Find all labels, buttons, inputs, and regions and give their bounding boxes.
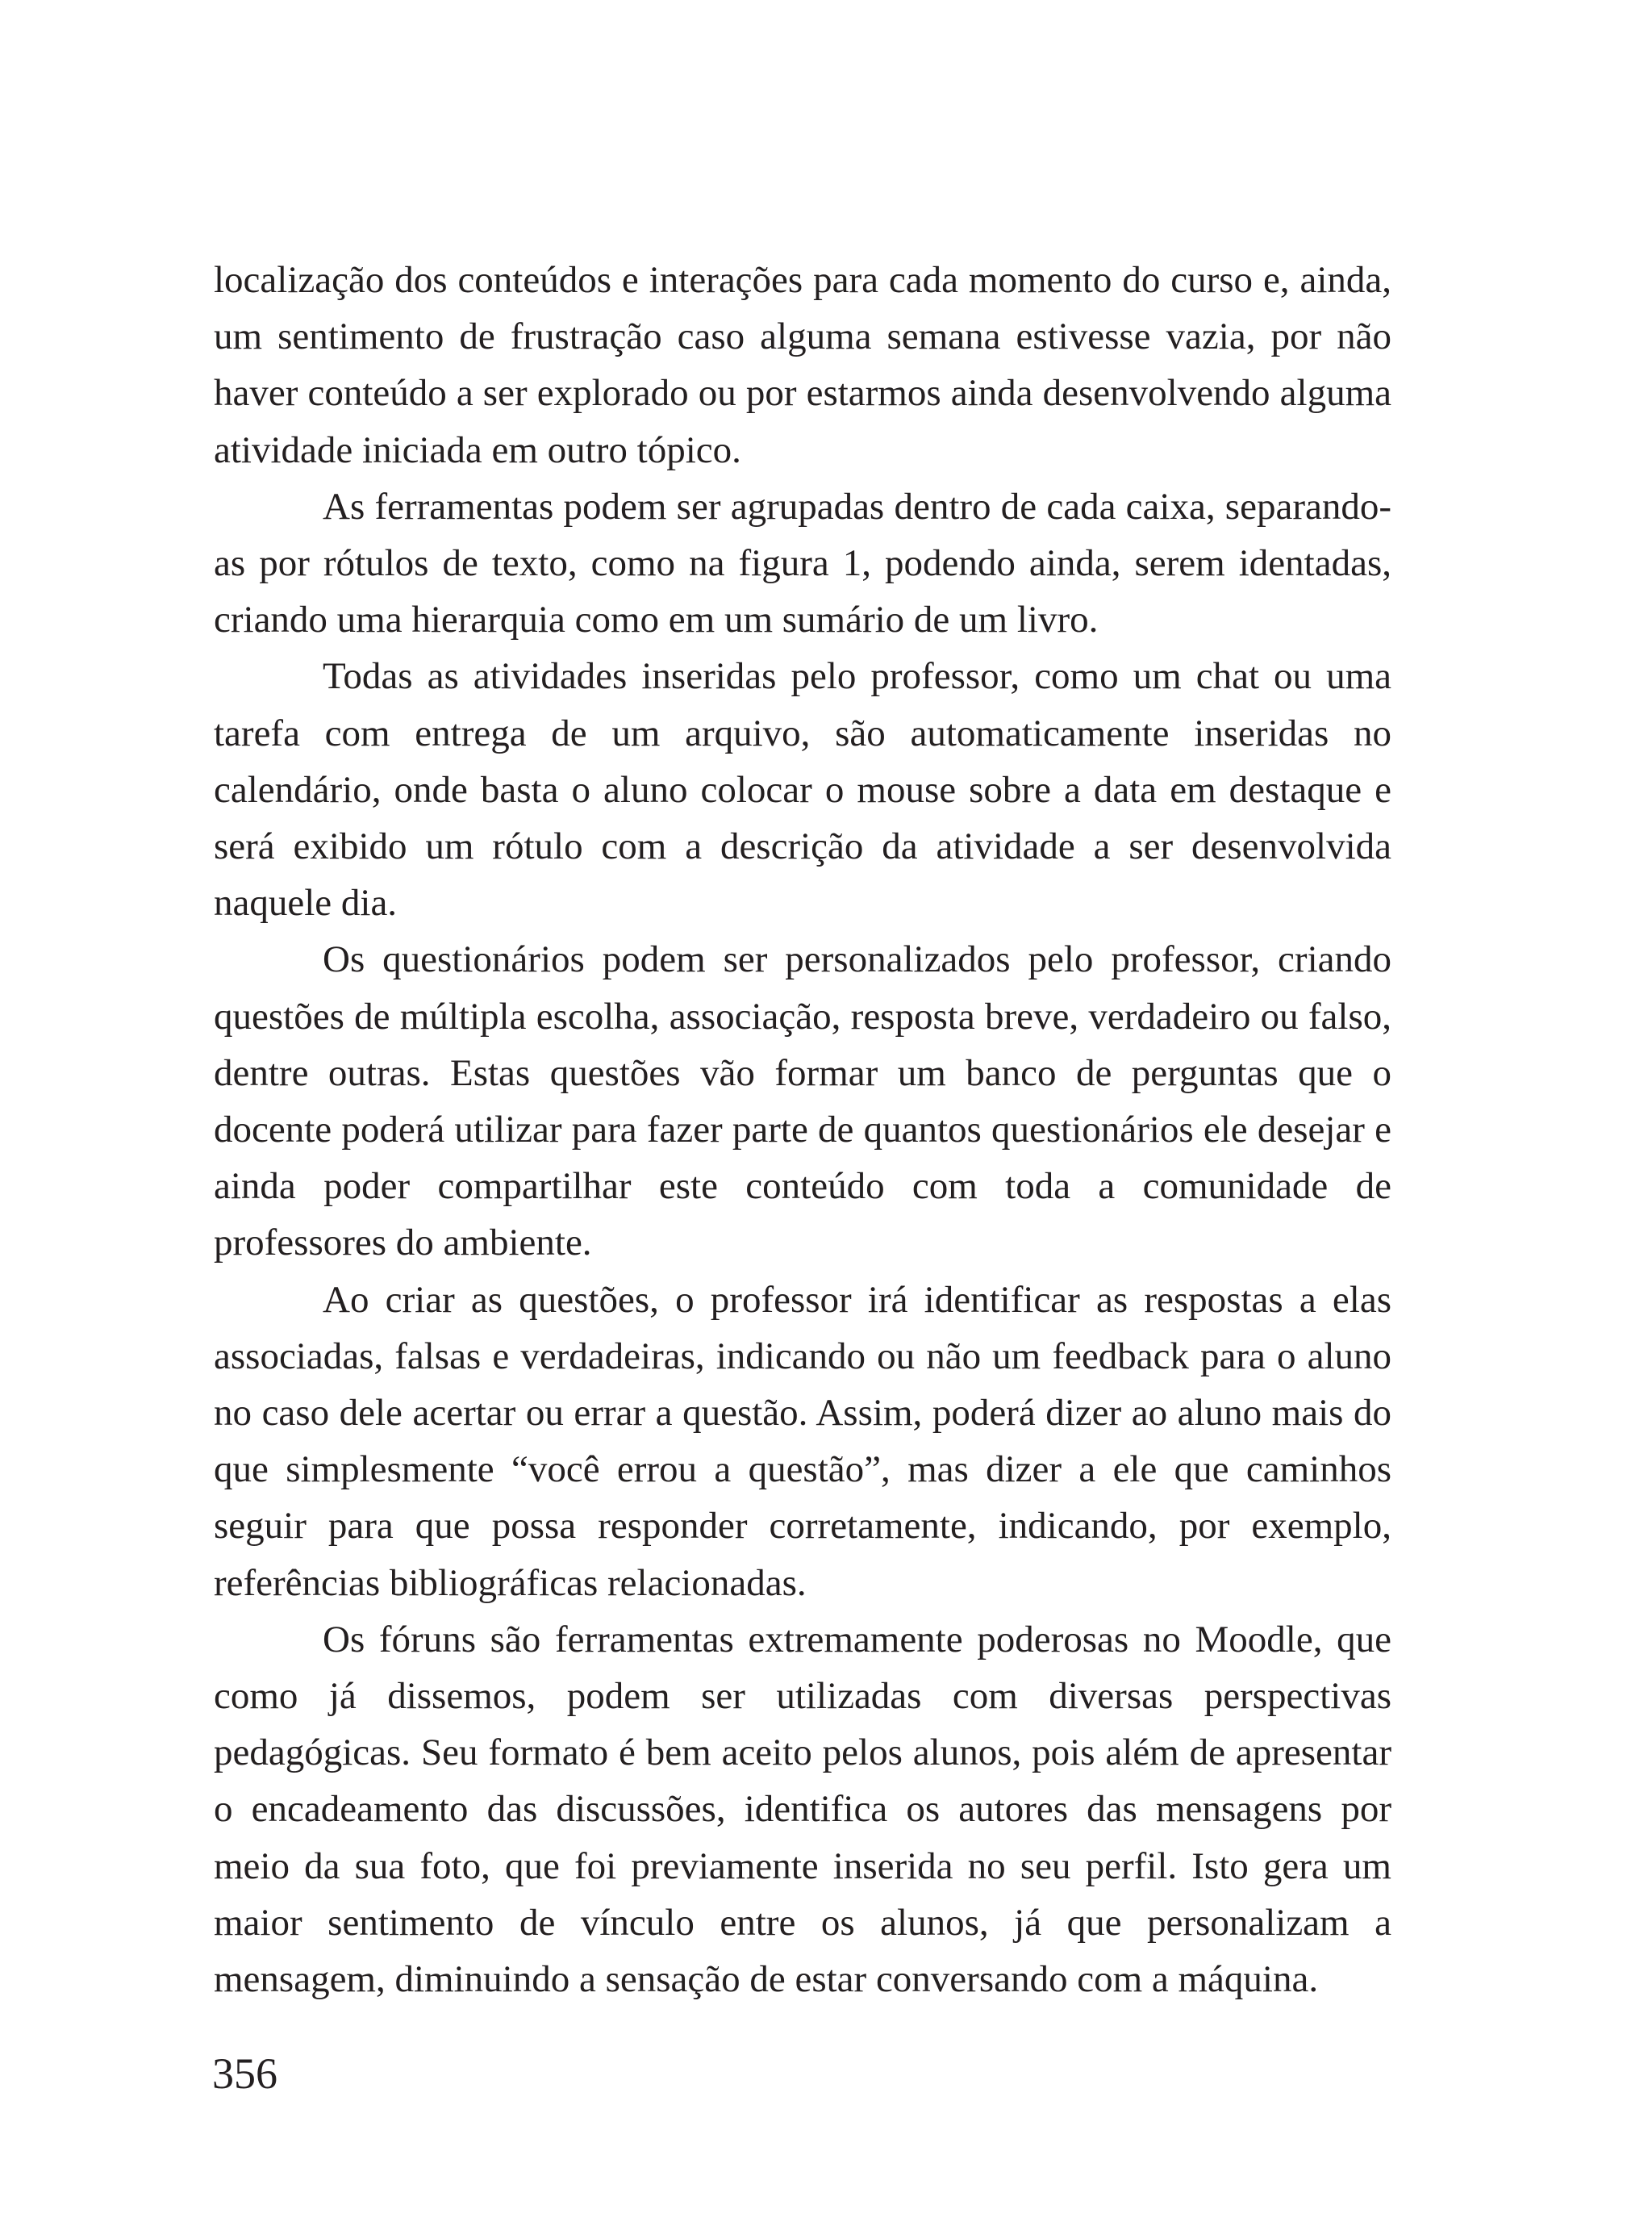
body-text <box>214 252 1391 2007</box>
paragraph-forums: Os fóruns são ferramentas extremamente poderosas no Moodle, que como já dissemos, podem ser utilizadas com diversas perspectivas pedagógicas. Seu formato é bem aceito pelos alunos, pois além de apresentar o encadeamento das discussões, identifica os autores das mensagens por meio da sua foto, que foi previamente inserida no seu perfil. Isto gera um maior sentimento de vínculo entre os alunos, já que personalizam a mensagem, diminuindo a sensação de estar conversando com a máquina. <box>214 1618 1391 2001</box>
paragraph-questionnaires: Os questionários podem ser personalizados pelo professor, criando questões de múltipla escolha, associação, resposta breve, verdadeiro ou falso, dentre outras. Estas questões vão formar um banco de perguntas que o docente poderá utilizar para fazer parte de quantos questionários ele desejar e ainda poder compartilhar este conteúdo com toda a comunidade de professores do ambiente. <box>214 938 1391 1264</box>
paragraph-calendar-activities: Todas as atividades inseridas pelo professor, como um chat ou uma tarefa com entrega de um arquivo, são automaticamente inseridas no calendário, onde basta o aluno colocar o mouse sobre a data em destaque e será exibido um rótulo com a descrição da atividade a ser desenvolvida naquele dia. <box>214 655 1391 925</box>
page-number: 356 <box>212 2049 277 2098</box>
paragraph-continuation: localização dos conteúdos e interações para cada momento do curso e, ainda, um sentimento de frustração caso alguma semana estivesse vazia, por não haver conteúdo a ser explorado ou por estarmos ainda desenvolvendo alguma atividade iniciada em outro tópico. <box>214 259 1391 471</box>
paragraph-tools-grouping: As ferramentas podem ser agrupadas dentro de cada caixa, separando-as por rótulos de texto, como na figura 1, podendo ainda, serem identadas, criando uma hierarquia como em um sumário de um livro. <box>214 485 1391 641</box>
paragraph-question-feedback: Ao criar as questões, o professor irá identificar as respostas a elas associadas, falsas e verdadeiras, indicando ou não um feedback para o aluno no caso dele acertar ou errar a questão. Assim, poderá dizer ao aluno mais do que simplesmente “você errou a questão”, mas dizer a ele que caminhos seguir para que possa responder corretamente, indicando, por exemplo, referências bibliográficas relacionadas. <box>214 1278 1391 1604</box>
